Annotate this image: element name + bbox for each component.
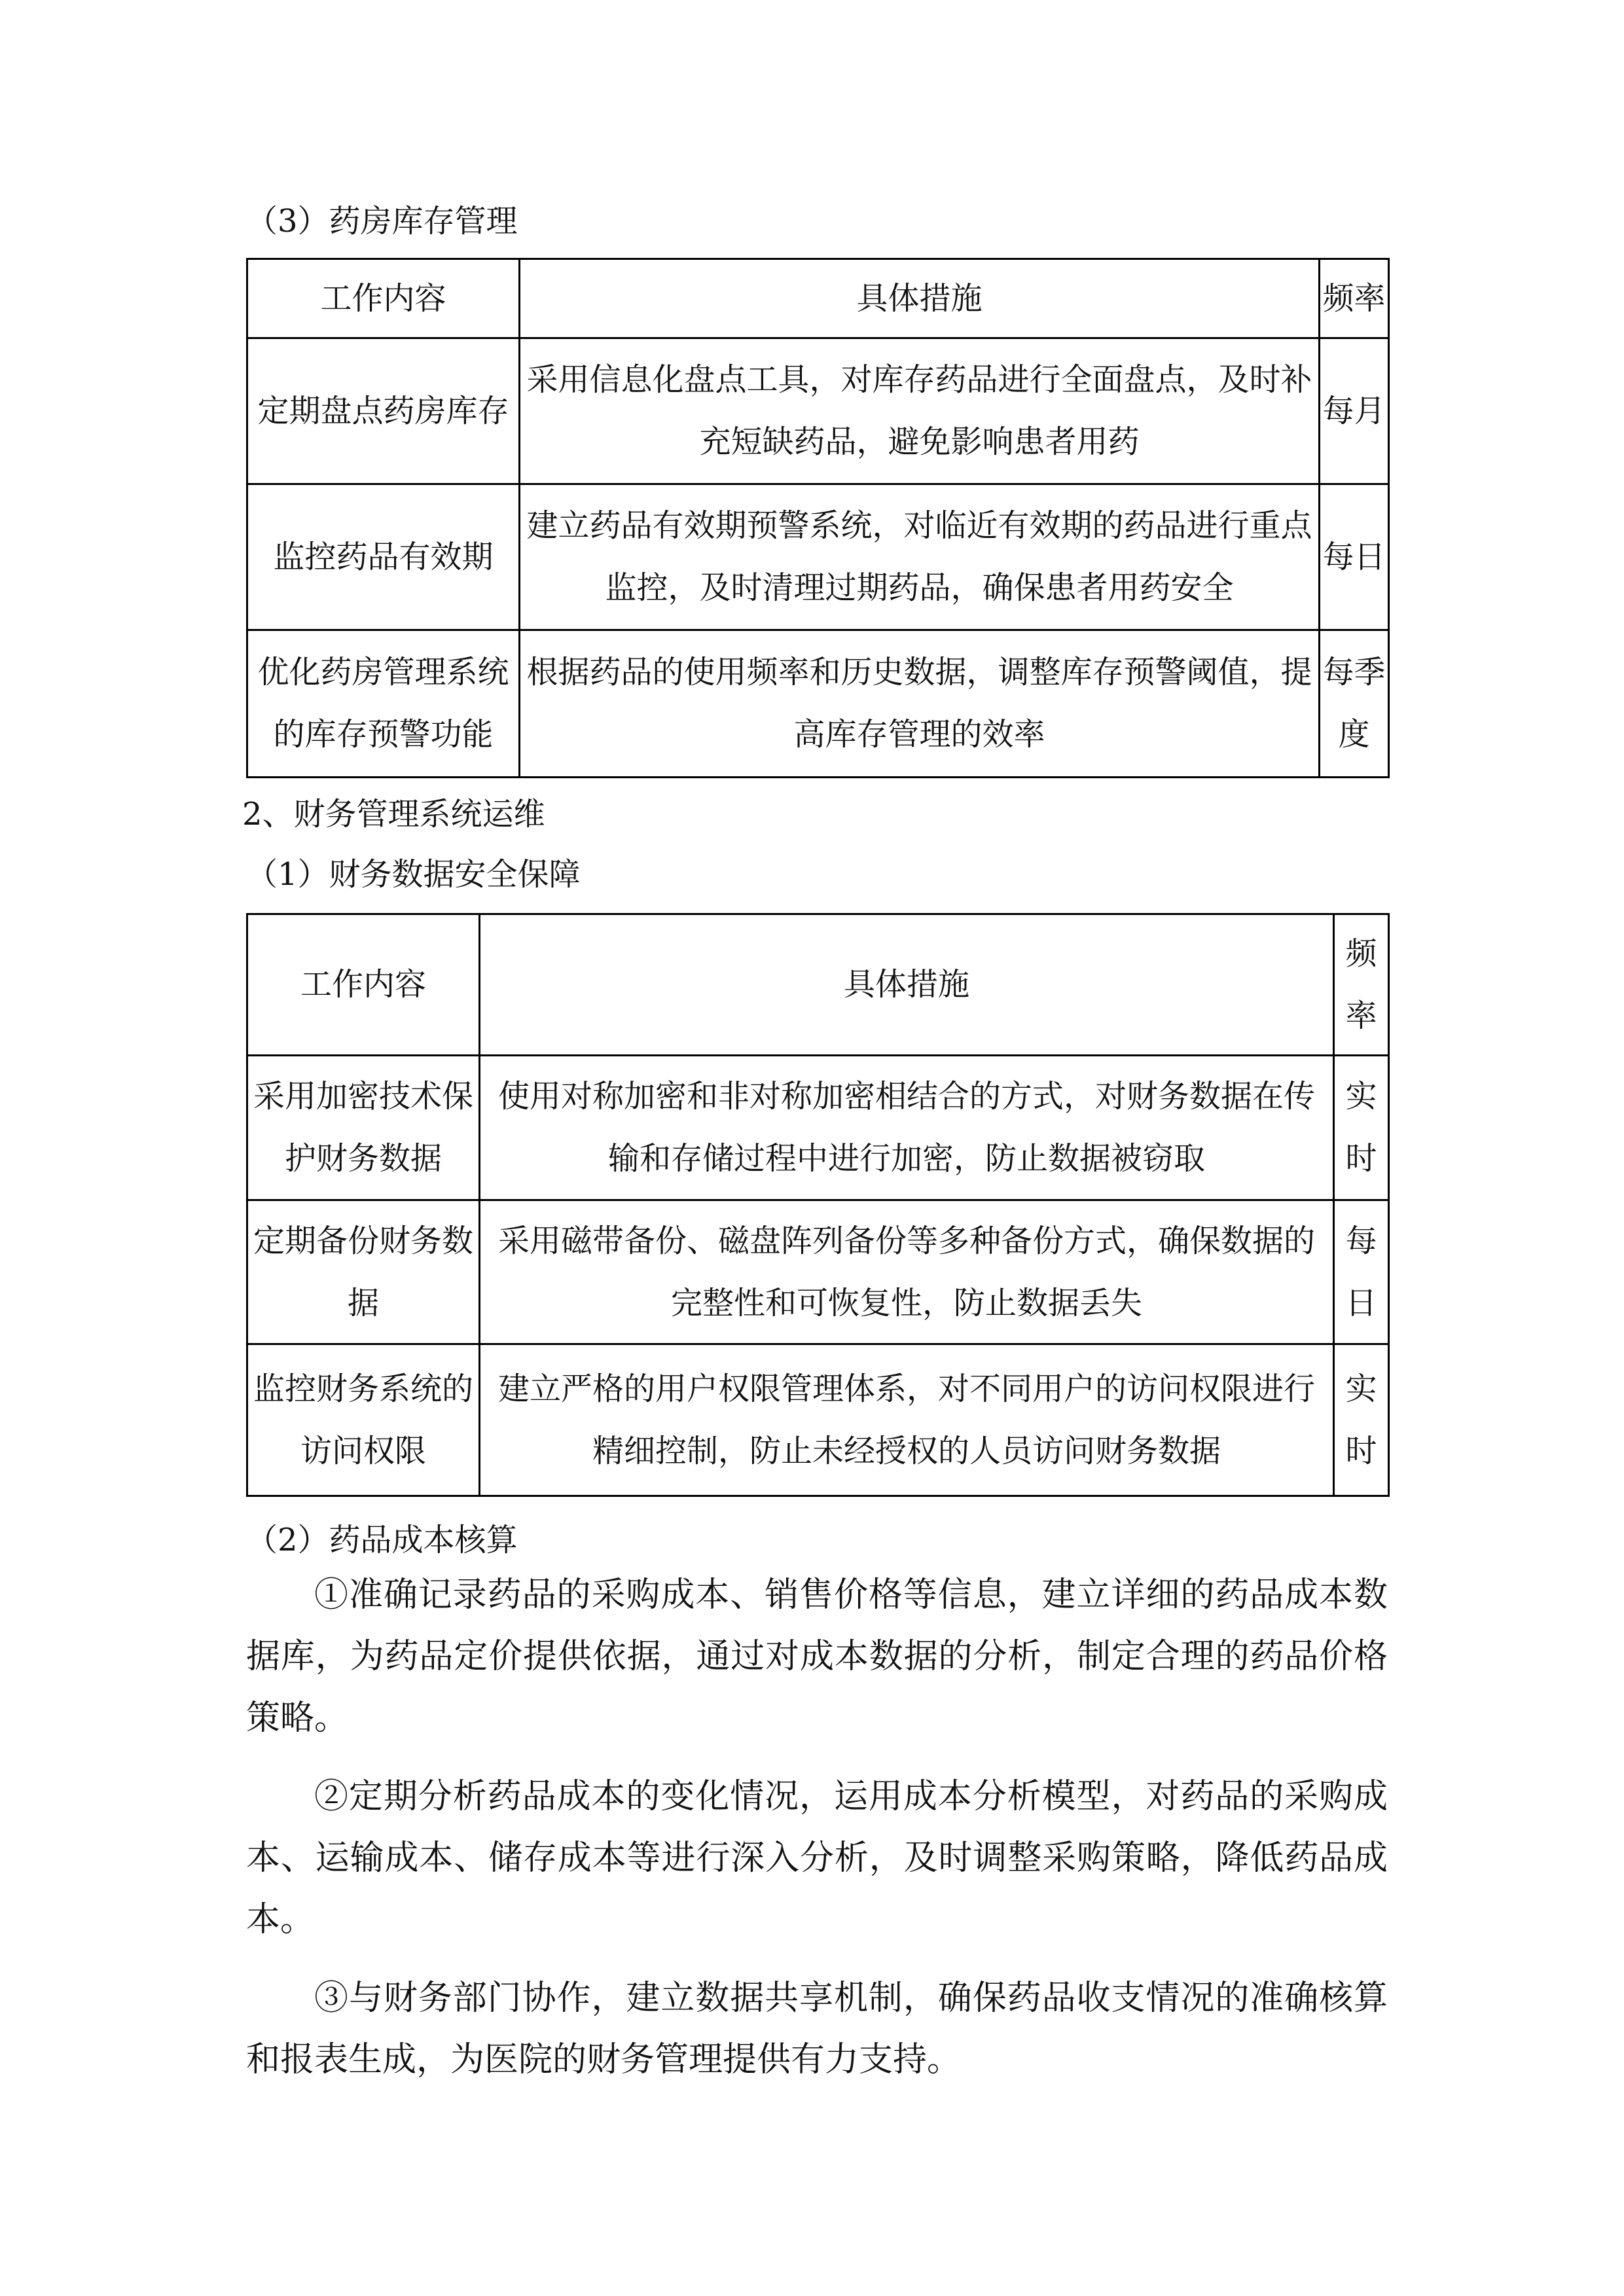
- frequency-cell: 每月: [1320, 338, 1389, 484]
- measures-cell: 建立严格的用户权限管理体系，对不同用户的访问权限进行精细控制，防止未经授权的人员访问财务数据: [480, 1344, 1334, 1496]
- heading-pharmacy-inventory: （3）药房库存管理: [246, 203, 518, 240]
- header-cell: 频率: [1334, 914, 1389, 1056]
- work-content-cell: 定期备份财务数据: [247, 1200, 480, 1344]
- work-content-cell: 定期盘点药房库存: [247, 338, 520, 484]
- frequency-cell: 每季度: [1320, 630, 1389, 778]
- heading-cost-accounting: （2）药品成本核算: [246, 1522, 518, 1558]
- work-content-cell: 采用加密技术保护财务数据: [247, 1056, 480, 1200]
- measures-cell: 使用对称加密和非对称加密相结合的方式，对财务数据在传输和存储过程中进行加密，防止数据被窃取: [480, 1056, 1334, 1200]
- table-header-row: [247, 914, 1389, 1056]
- finance-security-table: [246, 913, 1390, 1497]
- paragraph: ②定期分析药品成本的变化情况，运用成本分析模型，对药品的采购成本、运输成本、储存成本等进行深入分析，及时调整采购策略，降低药品成本。: [246, 1777, 1388, 1939]
- header-cell: 工作内容: [247, 914, 480, 1056]
- table-row: [247, 1344, 1389, 1496]
- table-header-row: [247, 259, 1389, 338]
- heading-finance-system: 2、财务管理系统运维: [242, 796, 545, 833]
- paragraph: ③与财务部门协作，建立数据共享机制，确保药品收支情况的准确核算和报表生成，为医院的财务管理提供有力支持。: [246, 1979, 1388, 2079]
- measures-cell: 建立药品有效期预警系统，对临近有效期的药品进行重点监控，及时清理过期药品，确保患者用药安全: [520, 484, 1320, 630]
- work-content-cell: 监控财务系统的访问权限: [247, 1344, 480, 1496]
- header-cell: 具体措施: [480, 914, 1334, 1056]
- measures-cell: 采用磁带备份、磁盘阵列备份等多种备份方式，确保数据的完整性和可恢复性，防止数据丢失: [480, 1200, 1334, 1344]
- measures-cell: 采用信息化盘点工具，对库存药品进行全面盘点，及时补充短缺药品，避免影响患者用药: [520, 338, 1320, 484]
- frequency-cell: 每日: [1320, 484, 1389, 630]
- paragraph: ①准确记录药品的采购成本、销售价格等信息，建立详细的药品成本数据库，为药品定价提供依据，通过对成本数据的分析，制定合理的药品价格策略。: [246, 1575, 1388, 1738]
- frequency-cell: 实时: [1334, 1056, 1389, 1200]
- frequency-cell: 每日: [1334, 1200, 1389, 1344]
- table-row: [247, 1200, 1389, 1344]
- header-cell: 频率: [1320, 259, 1389, 338]
- pharmacy-inventory-table: [246, 258, 1390, 778]
- heading-finance-security: （1）财务数据安全保障: [246, 856, 581, 893]
- header-cell: 工作内容: [247, 259, 520, 338]
- header-cell: 具体措施: [520, 259, 1320, 338]
- work-content-cell: 优化药房管理系统的库存预警功能: [247, 630, 520, 778]
- table-row: [247, 338, 1389, 484]
- table-row: [247, 484, 1389, 630]
- work-content-cell: 监控药品有效期: [247, 484, 520, 630]
- table-row: [247, 630, 1389, 778]
- table-row: [247, 1056, 1389, 1200]
- measures-cell: 根据药品的使用频率和历史数据，调整库存预警阈值，提高库存管理的效率: [520, 630, 1320, 778]
- frequency-cell: 实时: [1334, 1344, 1389, 1496]
